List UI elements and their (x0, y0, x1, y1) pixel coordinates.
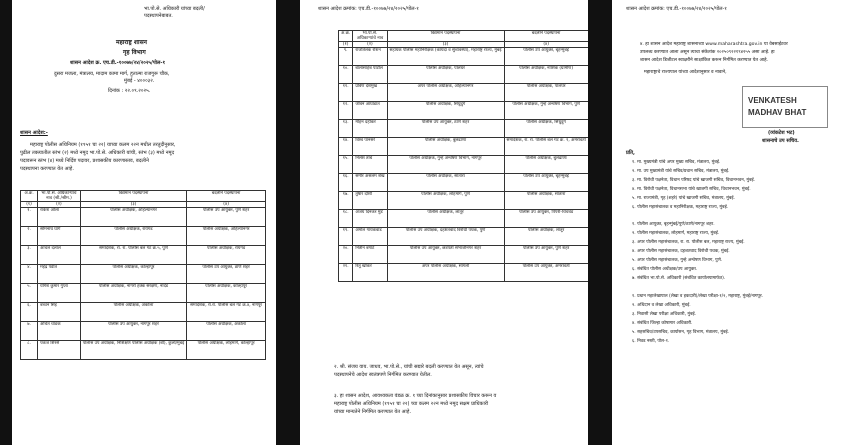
officer-name: नितीन बगाटे (353, 246, 387, 264)
current-posting: पोलीस उप आयुक्त, छत्रपती संभाजीनगर शहर (387, 246, 504, 264)
row-serial: १०. (339, 66, 353, 84)
recipient-item: २. मा. उप मुख्यमंत्री यांचे सचिव/प्रधान सचिव, मंत्रालय, मुंबई. (632, 169, 730, 174)
gap-strip-2 (588, 0, 612, 445)
table-row (21, 265, 266, 284)
intro-line: पुढील तक्त्यातील स्तंभ (२) मध्ये नमूद भा.पो.से. अधिकारी यांची, स्तंभ (३) मध्ये नमूद (20, 150, 175, 156)
table-row (21, 284, 266, 303)
new-posting: पोलीस अधीक्षक, सातारा (504, 192, 588, 210)
officer-name: अजय दिनकर मुंडे (353, 210, 387, 228)
copy-to-item: ३. अपर पोलीस महासंचालक, रा. रा. पोलीस बल, महाराष्ट्र राज्य, मुंबई. (632, 240, 745, 245)
officer-name: निलेश तांबे (353, 156, 387, 174)
document-page-1 (12, 0, 276, 445)
copy-to-item: १. प्रधान महालेखापाल (लेखा व हकदारी)/लेखा परीक्षा-१/२, महाराष्ट्र, मुंबई/नागपूर. (632, 294, 764, 299)
order-title: शासन आदेश:- (20, 130, 48, 136)
copy-to-item: ६. संबंधित पोलीस अधीक्षक/उप आयुक्त. (632, 267, 698, 272)
row-serial: १३. (339, 120, 353, 138)
new-posting: पोलीस उप आयुक्त, बृहन्मुंबई (504, 174, 588, 192)
new-posting: पोलीस उप आयुक्त, पुणे शहर (504, 246, 588, 264)
current-posting: पोलीस अधीक्षक, लोहमार्ग, पुणे (387, 192, 504, 210)
gap-strip-1 (276, 0, 300, 445)
copy-to-item: २. पोलीस महासंचालक, लोहमार्ग, महाराष्ट्र राज्य, मुंबई. (632, 231, 720, 236)
column-number: (१) (339, 42, 353, 48)
table-row (21, 227, 266, 246)
signature-name: MADHAV BHAT (748, 108, 807, 117)
address-line: दुसरा मजला, मंत्रालय, मादाम कामा मार्ग, हुतात्मा राजगुरू चौक, (54, 71, 170, 77)
column-number: (३) (80, 202, 186, 208)
column-header: बदलीने पदस्थापना (187, 191, 266, 202)
column-header: विद्यमान पदस्थापना (387, 31, 504, 42)
officer-name: मोहन दहीकर (353, 120, 387, 138)
current-posting: पोलीस उप आयुक्त, नागपूर शहर (80, 322, 186, 341)
new-posting: पोलीस उप आयुक्त, ठाणे शहर (187, 265, 266, 284)
new-posting: पोलीस अधीक्षक, नाशिक (ग्रामीण) (504, 66, 588, 84)
table-row (339, 48, 589, 66)
copy-to-item: ५. अपर पोलीस महासंचालक, गुन्हे अन्वेषण विभाग, पुणे. (632, 258, 723, 263)
officer-name: बालासाहेब पाटील (353, 66, 387, 84)
row-serial: ११. (339, 84, 353, 102)
row-serial: ६. (21, 303, 38, 322)
new-posting: पोलीस उप आयुक्त, पिंपरी-चिंचवड (504, 210, 588, 228)
department-name: गृह विभाग (123, 49, 146, 56)
table-row (339, 84, 589, 102)
current-posting: पोलीस अधीक्षक, सातारा (387, 174, 504, 192)
document-page-2 (300, 0, 588, 445)
officer-name: राजतिलक रोशन (353, 48, 387, 66)
table-row (339, 120, 589, 138)
copy-to-item: ४. संबंधित जिल्हा कोषागार अधिकारी. (632, 321, 693, 326)
current-posting: पोलीस अधीक्षक, नागरी हक्क संरक्षण, नांदेड (80, 284, 186, 303)
copy-to-item: ३. निवासी लेखा परीक्षा अधिकारी, मुंबई. (632, 312, 697, 317)
officer-name: योगेश कुमार गुप्ता (38, 284, 81, 303)
left-margin-strip (0, 0, 12, 445)
current-posting: सहायक पोलीस महानिरीक्षक (कायदा व सुव्यवस्था), महाराष्ट्र राज्य, मुंबई (387, 48, 504, 66)
current-posting: पोलीस उप आयुक्त, ठाणे शहर (387, 120, 504, 138)
copy-to-item: २. अधिदान व लेखा अधिकारी, मुंबई. (632, 303, 691, 308)
order-number: शासन आदेश क्र. एच.डी.-१००७७/२४/२०२५/पोल-१ (70, 60, 166, 66)
new-posting: पोलीस उप आयुक्त, पुणे शहर (187, 208, 266, 227)
copy-to-item: ६. निवड नस्ती, पोल-१. (632, 339, 670, 344)
row-serial: २०. (339, 246, 353, 264)
table-row (339, 192, 589, 210)
table-row (21, 246, 266, 265)
row-serial: १४. (339, 138, 353, 156)
copy-to-item: ४. अपर पोलीस महासंचालक, दहशतवाद विरोधी पथक, मुंबई. (632, 249, 730, 254)
officer-name: बच्चन सिंह (38, 303, 81, 322)
row-serial: २. (21, 227, 38, 246)
table-header-row (339, 31, 589, 42)
column-header: भा.पो.से. अधिकाऱ्यांचे नाव (श्री./श्रीम.) (38, 191, 81, 202)
new-posting: पोलीस अधीक्षक, सिंधुदुर्ग (504, 120, 588, 138)
table-row (21, 341, 266, 360)
recipient-item: १. मा. मुख्यमंत्री यांचे अपर मुख्य सचिव, मंत्रालय, मुंबई. (632, 160, 721, 165)
current-posting: पोलीस उप अधीक्षक, दहशतवाद विरोधी पथक, पुणे (387, 228, 504, 246)
table-header-row (21, 191, 266, 202)
current-posting: अपर पोलीस अधीक्षक, अहिल्यानगर (387, 84, 504, 102)
paragraph-2-line: २. श्री. संजय वाय. जाधव, भा.पो.से., यांची सद्यारे बदली करण्यात येत असून, त्यांचे (334, 364, 484, 370)
recipient-item: ४. मा. विरोधी पक्षनेता, विधानसभा यांचे खाजगी सचिव, विधानभवन, मुंबई. (632, 187, 751, 192)
order-date: दिनांक : २२.०९.२०२५. (108, 88, 151, 94)
transfer-table (20, 190, 266, 360)
row-serial: १. (21, 208, 38, 227)
table-row (339, 138, 589, 156)
row-serial: १२. (339, 102, 353, 120)
column-header: अ.क्र. (339, 31, 353, 42)
paragraph-3-line: यांच्या मान्यतेने निर्गमित करण्यात येत आहे. (334, 409, 412, 415)
column-number: (४) (187, 202, 266, 208)
intro-line: पदावरून स्तंभ (४) मध्ये निर्दिष्ट पदावर, प्रशासकीय कारणास्तव, बदलीने (20, 158, 149, 164)
recipient-item: ६. पोलीस महासंचालक व महानिरीक्षक, महाराष्ट्र राज्य, मुंबई. (632, 205, 729, 210)
column-header: विद्यमान पदस्थापना (80, 191, 186, 202)
new-posting: पोलीस उप आयुक्त, अमरावती (504, 264, 588, 282)
officer-name: राकेश ओला (38, 208, 81, 227)
new-posting: पोलीस अधीक्षक, रायगड (187, 246, 266, 265)
memo-line: भा.पो.से. अधिकारी यांच्या बदली/ (144, 6, 205, 12)
paragraph-4-line: उपलब्ध करण्यात आला असून त्याचा संकेतांक २०२५०९२२१९४२५५ असा आहे. हा (640, 50, 775, 55)
address-line: मुंबई - ४०००३२. (124, 78, 155, 84)
officer-name: विश्व पानसरे (353, 138, 387, 156)
table-row (339, 228, 589, 246)
governor-order-line: महाराष्ट्राचे राज्यपाल यांच्या आदेशानुसार व नावाने, (644, 70, 727, 75)
row-serial: ४. (21, 265, 38, 284)
new-posting: समादेशक, रा. रा. पोलीस बल गट क्र. १, अमरावती (504, 138, 588, 156)
new-posting: पोलीस अधीक्षक, पालघर (504, 84, 588, 102)
row-serial: १८. (339, 210, 353, 228)
new-posting: समादेशक, रा.रा. पोलीस बल गट क्र.४, नागपूर (187, 303, 266, 322)
copy-to-item: ७. संबंधित भा.पो.से. अधिकारी (संबंधित कार्यालयामार्फत). (632, 276, 726, 281)
current-posting: पोलीस अधीक्षक, बुलढाणा (387, 138, 504, 156)
row-serial: १९. (339, 228, 353, 246)
column-number: (२) (38, 202, 81, 208)
paragraph-3-line: ३. हा शासन आदेश, आवश्यकता वंडळ क्र. १ च्या दिनांकानुसार प्रशासकीय विचार करून व (334, 393, 497, 399)
row-serial: २१. (339, 264, 353, 282)
row-serial: १५. (339, 156, 353, 174)
recipient-item: ५. मा. राज्यमंत्री, गृह (शहरे) यांचे खाजगी सचिव, मंत्रालय, मुंबई. (632, 196, 735, 201)
new-posting: पोलीस अधीक्षक, कोल्हापूर (187, 284, 266, 303)
new-posting: पोलीस अधीक्षक, गुन्हे अन्वेषण विभाग, पुणे (504, 102, 588, 120)
digital-signature-box (742, 86, 828, 128)
current-posting: पोलीस उप अधीक्षक, निशिक्षण पोलीस अधीक्षक (बी), कुर्ला/मुंबई (80, 341, 186, 360)
intro-line: पदस्थापना करण्यात येत आहे. (20, 166, 74, 172)
current-posting: पोलीस अधीक्षक, अकोला (80, 303, 186, 322)
table-row (339, 66, 589, 84)
column-number: (२) (353, 42, 387, 48)
new-posting: पोलीस अधीक्षक, अहिल्यानगर (187, 227, 266, 246)
officer-name: अमोल गायकवाड (353, 228, 387, 246)
current-posting: पोलीस अधीक्षक, गुन्हे अन्वेषण विभाग, नागपूर (387, 156, 504, 174)
govt-name: महाराष्ट्र शासन (116, 39, 147, 46)
page-header: शासन आदेश क्रमांक: एच.डी.-१००७७/२४/२०२५/पोल-१ (318, 6, 419, 12)
current-posting: पोलीस अधीक्षक, सिंधुदुर्ग (387, 102, 504, 120)
copy-to-item: ५. सहसचिव/उपसचिव, कार्यासन, गृह विभाग, मंत्रालय, मुंबई. (632, 330, 730, 335)
row-serial: १६. (339, 174, 353, 192)
signatory-name: (व्यंकटेश भट) (768, 130, 795, 136)
current-posting: पोलीस अधीक्षक, अहिल्यानगर (80, 208, 186, 227)
officer-name: आंचल दलाल (38, 246, 81, 265)
new-posting: पोलीस अधीक्षक, लातूर (504, 228, 588, 246)
paragraph-4-line: ४. हा शासन आदेश महाराष्ट्र शासनाच्या www.maharashtra.gov.in या वेबसाईटवर (640, 42, 788, 47)
column-number: (३) (387, 42, 504, 48)
table-row (21, 322, 266, 341)
table-row (339, 102, 589, 120)
officer-name: जीवन आघाडात (353, 102, 387, 120)
officer-name: अर्चित चांडक (38, 322, 81, 341)
intro-line: महाराष्ट्र पोलीस अधिनियम (१९५१ चा २२) याच्या कलम २२न मधील तरतुदीनुसार, (30, 142, 176, 148)
table-row (339, 264, 589, 282)
new-posting: पोलीस अधीक्षक, लोहमार्ग, कोल्हापूर (187, 341, 266, 360)
row-serial: १७. (339, 192, 353, 210)
current-posting: अपर पोलीस अधीक्षक, सांगली (387, 264, 504, 282)
current-posting: पोलीस अधीक्षक, कोल्हापूर (80, 265, 186, 284)
table-row (339, 246, 589, 264)
recipient-item: ३. मा. विरोधी पक्षनेता, विधान परिषद यांचे खाजगी सचिव, विधानभवन, मुंबई. (632, 178, 756, 183)
row-serial: ३. (21, 246, 38, 265)
officer-name: सोमनाथ घार्गे (38, 227, 81, 246)
copy-to-title: प्रति, (626, 150, 635, 156)
current-posting: पोलीस अधीक्षक, लातूर (387, 210, 504, 228)
officer-name: रितू खोकर (353, 264, 387, 282)
paragraph-4-line: शासन आदेश डिजीटल स्वाक्षरीने साक्षांकित करून निर्गमित करण्यात येत आहे. (640, 58, 769, 63)
current-posting: पोलीस अधीक्षक, पालघर (387, 66, 504, 84)
column-header: भा.पो.से. अधिकाऱ्यांचे नाव (353, 31, 387, 42)
new-posting: पोलीस उप आयुक्त, बृहन्मुंबई (504, 48, 588, 66)
officer-name: समीर असलम शेख (353, 174, 387, 192)
transfer-table-continued (338, 30, 588, 282)
current-posting: समादेशक, रा. रा. पोलीस बल गट क्र.५, पुणे (80, 246, 186, 265)
table-row (339, 156, 589, 174)
officer-name: महेंद्र पंडीत (38, 265, 81, 284)
officer-name: तुषार दोशी (353, 192, 387, 210)
column-header: बदलीने पदस्थापना (504, 31, 588, 42)
column-number: (४) (504, 42, 588, 48)
current-posting: पोलीस अधीक्षक, रायगड (80, 227, 186, 246)
new-posting: पोलीस अधीक्षक, बुलढाणा (504, 156, 588, 174)
column-number: (१) (21, 202, 38, 208)
table-row (21, 208, 266, 227)
paragraph-2-line: पदस्थापनेचे आदेश स्वतंत्रपणे निर्गमित करण्यात येतील. (334, 372, 432, 378)
column-header: अ.क्र. (21, 191, 38, 202)
row-serial: ५. (21, 284, 38, 303)
table-row (339, 210, 589, 228)
signature-name: VENKATESH (748, 96, 797, 105)
paragraph-3-line: महाराष्ट्र पोलीस अधिनियम (१९५१ चा २२) च्या कलम २२न मध्ये नमूद सक्षम प्राधिकारी (334, 401, 489, 407)
table-row (21, 303, 266, 322)
officer-name: प्रविण देशमुख (353, 84, 387, 102)
row-serial: ७. (21, 322, 38, 341)
row-serial: ८. (21, 341, 38, 360)
signatory-designation: शासनाचे उप सचिव. (762, 138, 799, 144)
new-posting: पोलीस अधीक्षक, अकोला (187, 322, 266, 341)
document-page-3 (612, 0, 847, 445)
row-serial: ९. (339, 48, 353, 66)
copy-to-item: १. पोलीस आयुक्त, बृहन्मुंबई/पुणे/ठाणे/नागपूर शहर. (632, 222, 715, 227)
page-header: शासन आदेश क्रमांक: एच.डी.-१००७७/२४/२०२५/पोल-१ (626, 6, 727, 12)
officer-name: पंकज शिरसे (38, 341, 81, 360)
memo-line: पदस्थापनेबाबत. (144, 13, 173, 19)
table-row (339, 174, 589, 192)
